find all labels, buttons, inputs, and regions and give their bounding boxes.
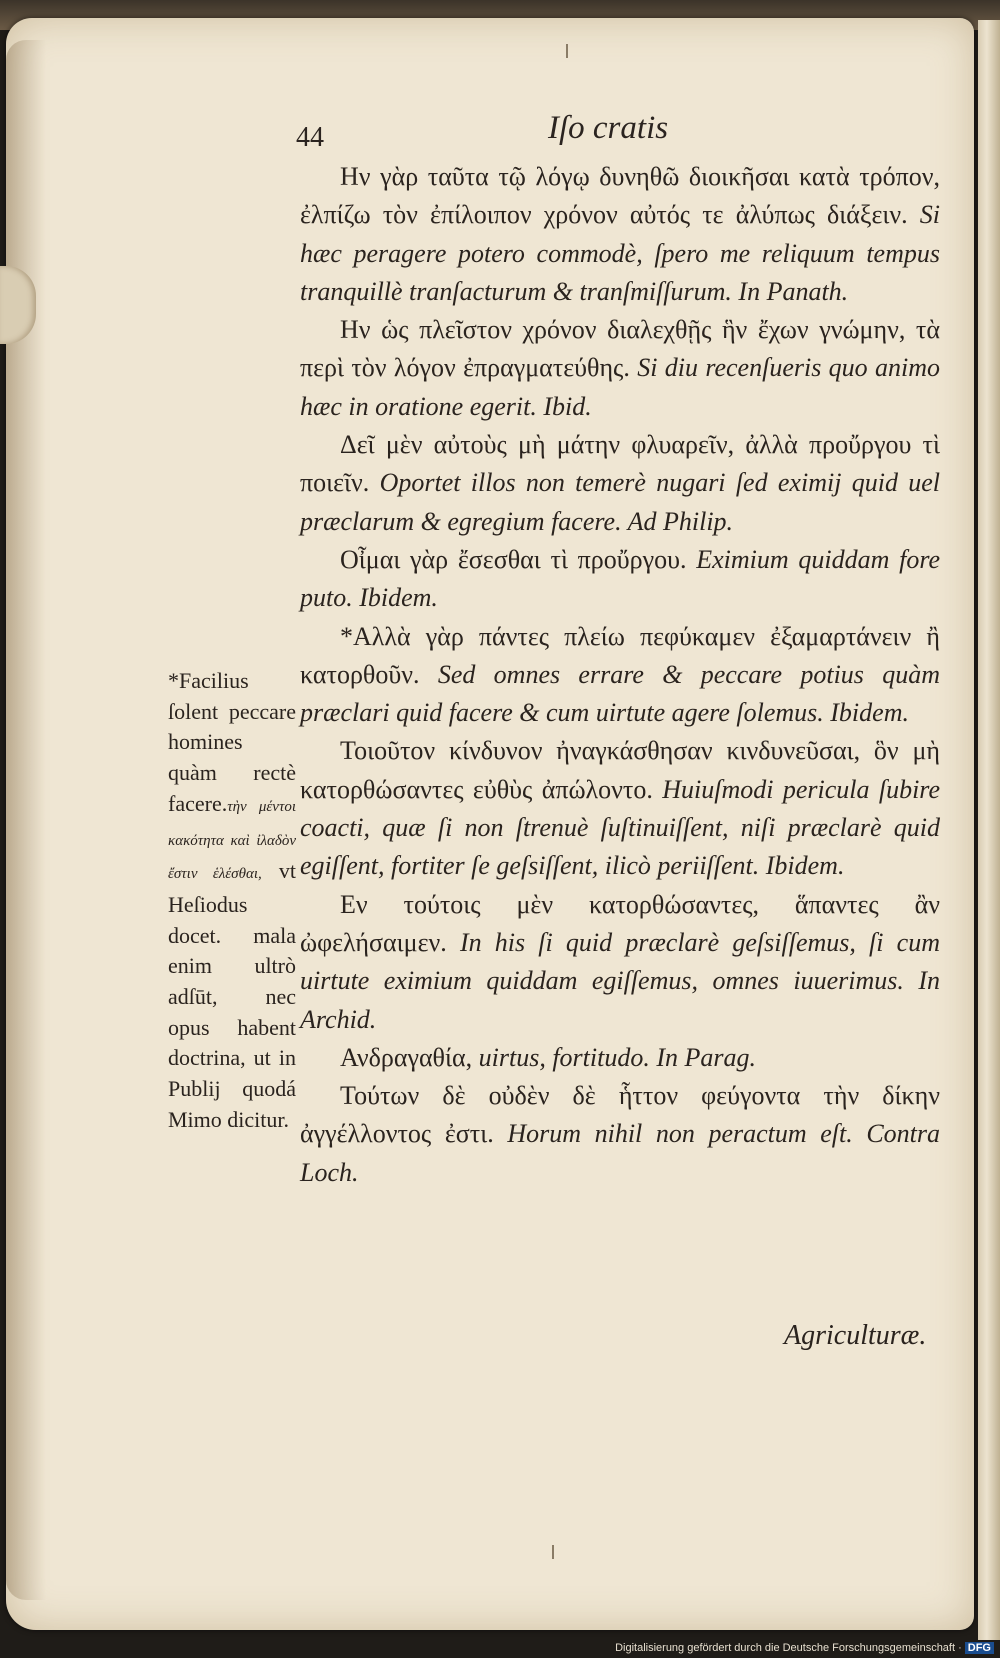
latin-translation: Si diu recenſueris quo animo hæc in oratione egerit. Ibid. — [300, 353, 940, 421]
greek-quote: Ανδραγαθία, — [340, 1042, 473, 1072]
latin-translation: uirtus, fortitudo. In Parag. — [478, 1042, 756, 1072]
sidenote-greek: τὴν μέντοι κακότητα καὶ ἰλαδὸν ἔστιν ἑλέσθαι, — [168, 798, 296, 883]
paragraph — [300, 886, 940, 1039]
paragraph — [300, 1077, 940, 1192]
paragraph — [300, 618, 940, 733]
greek-quote: Ην ὡς πλεῖστον χρόνον διαλεχθῇς ἣν ἔχων γνώμην, τὰ περὶ τὸν λόγον ἐπραγματεύθης. — [300, 315, 940, 383]
greek-quote: Οἶμαι γὰρ ἔσεσθαι τὶ προὔργου. — [340, 544, 687, 574]
catchword: Agriculturæ. — [784, 1320, 927, 1351]
paragraph — [300, 732, 940, 885]
print-mark — [552, 1545, 554, 1559]
latin-translation: Horum nihil non peractum eſt. Contra Loch. — [300, 1119, 941, 1187]
running-head: Iſo cratis — [548, 110, 669, 146]
greek-quote: *Αλλὰ γὰρ πάντες πλείω πεφύκαμεν ἐξαμαρτάνειν ἢ κατορθοῦν. — [300, 621, 940, 689]
paragraph — [300, 541, 940, 618]
paragraph — [300, 158, 940, 311]
main-text — [300, 158, 940, 1192]
latin-translation: Si hæc peragere potero commodè, ſpero me reliquum tempus tranquillè tranſacturum & tranſmiſſurum. In Panath. — [300, 200, 941, 306]
marginal-note — [168, 666, 296, 1136]
greek-quote: Δεῖ μὲν αὐτοὺς μὴ μάτην φλυαρεῖν, ἀλλὰ προὔργου τὶ ποιεῖν. — [300, 430, 940, 498]
greek-quote: Τούτων δὲ οὐδὲν δὲ ἧττον φεύγοντα τὴν δίκην ἀγγέλλοντος ἐστι. — [300, 1081, 940, 1149]
sidenote-latin: vt Heſiodus docet. mala enim ultrò adſūt, nec opus habent doctrina, ut in Publij quodá Mimo dicitur. — [168, 858, 296, 1132]
greek-quote: Τοιοῦτον κίνδυνον ἠναγκάσθησαν κινδυνεῦσαι, ὃν μὴ κατορθώσαντες εὐθὺς ἀπώλοντο. — [300, 736, 940, 804]
latin-translation: Oportet illos non temerè nugari ſed eximij quid uel præclarum & egregium facere. Ad Philip. — [300, 468, 940, 536]
paragraph — [300, 426, 940, 541]
print-mark — [566, 44, 568, 58]
latin-translation: Huiuſmodi pericula ſubire coacti, quæ ſi non ſtrenuè ſuſtinuiſſent, niſi præclarè quid egiſſent, fortiter ſe geſsiſſent, ilicò periiſſent. Ibidem. — [300, 774, 940, 881]
greek-quote: Εν τούτοις μὲν κατορθώσαντες, ἅπαντες ἂν ὠφελήσαιμεν. — [300, 889, 940, 957]
dfg-logo: DFG — [965, 1642, 994, 1654]
latin-translation: Sed omnes errare & peccare potius quàm præclari quid facere & cum uirtute agere ſolemus. Ibidem. — [300, 659, 940, 728]
sidenote-latin: *Facilius ſolent peccare homines quàm rectè facere. — [168, 668, 296, 816]
latin-translation: Eximium quiddam fore puto. Ibidem. — [300, 544, 941, 613]
page-edges — [978, 20, 1000, 1640]
latin-translation: In his ſi quid præclarè geſsiſſemus, ſi cum uirtute eximium quiddam egiſſemus, omnes iuuerimus. In Archid. — [300, 927, 941, 1034]
footer-text: Digitalisierung gefördert durch die Deutsche Forschungsgemeinschaft · — [615, 1642, 962, 1654]
paragraph — [300, 1039, 940, 1077]
greek-quote: Ην γὰρ ταῦτα τῷ λόγῳ δυνηθῶ διοικῆσαι κατὰ τρόπον, ἐλπίζω τὸν ἐπίλοιπον χρόνον αὐτός τε ἀλύπως διάξειν. — [300, 162, 940, 230]
paragraph — [300, 311, 940, 426]
page-number: 44 — [296, 122, 324, 153]
digitization-footer — [615, 1642, 994, 1654]
